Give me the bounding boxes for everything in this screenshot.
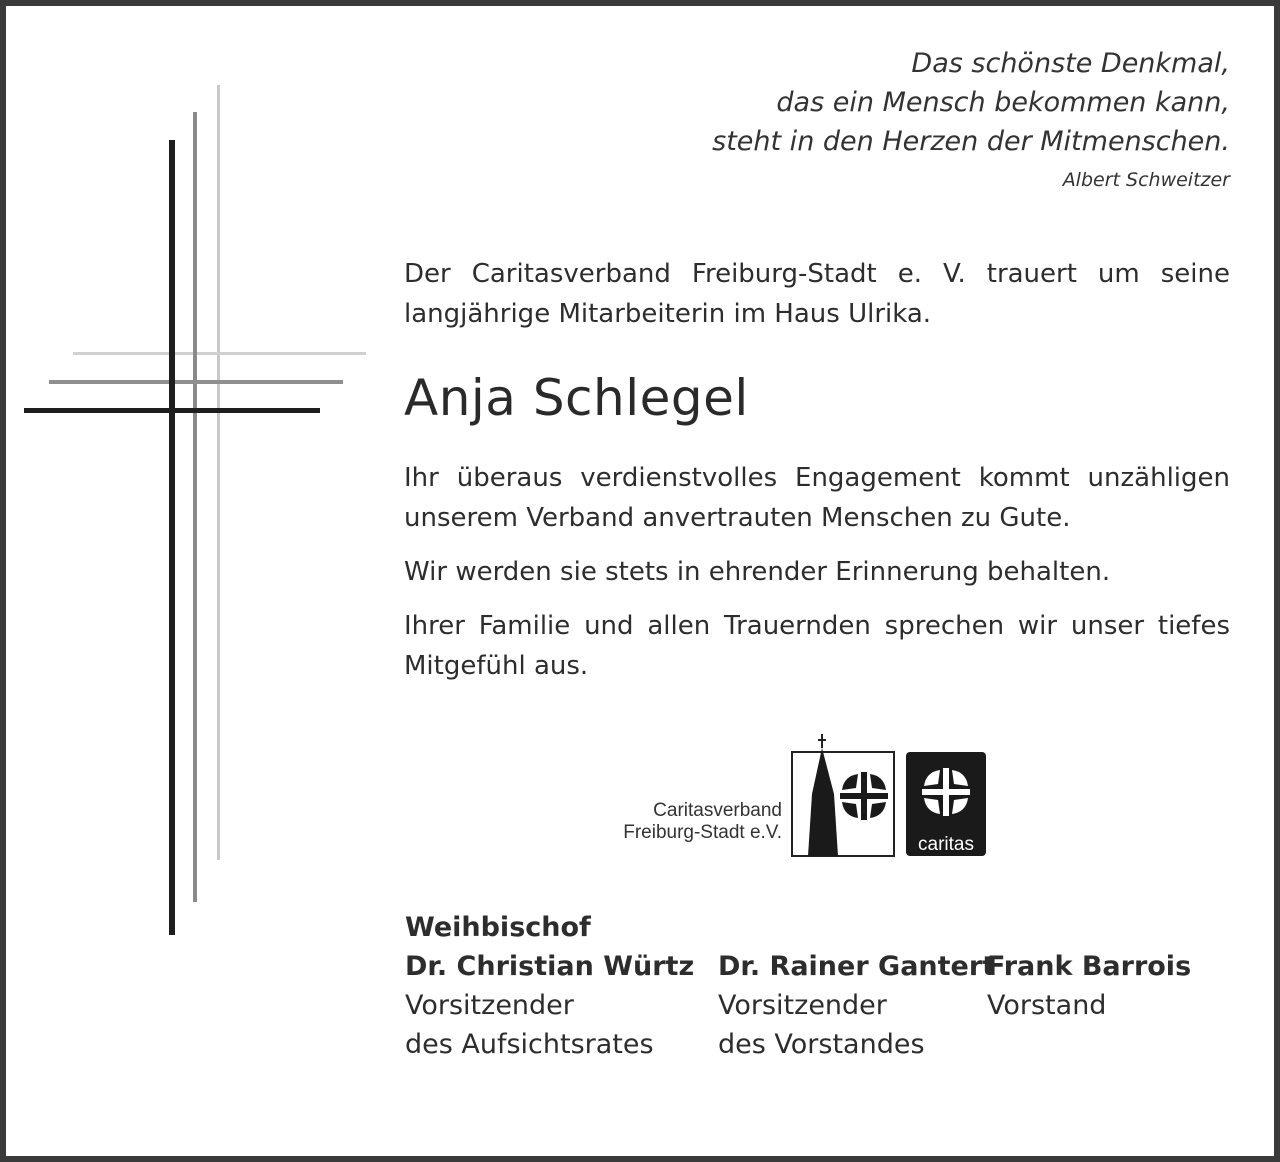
- paragraph: Ihrer Familie und allen Trauernden sprechen wir unser tiefes Mitgefühl aus.: [404, 611, 1230, 681]
- signatory-role: des Aufsichtsrates: [405, 1029, 654, 1060]
- logo-org-line: Caritasverband: [653, 800, 782, 821]
- signatory-name: Dr. Rainer Gantert: [718, 951, 996, 982]
- quote-line: Das schönste Denkmal,: [911, 48, 1230, 79]
- caritas-logo: [612, 734, 992, 862]
- logo-org-line: Freiburg-Stadt e.V.: [623, 822, 782, 843]
- signatory: [718, 947, 995, 1064]
- signatory-title: Weihbischof: [405, 912, 591, 943]
- paragraph: Wir werden sie stets in ehrender Erinnerung behalten.: [404, 557, 1111, 587]
- caritas-badge-text: caritas: [918, 834, 974, 855]
- signatory: [405, 908, 694, 1064]
- signatory: [987, 947, 1191, 1025]
- intro-text: Der Caritasverband Freiburg-Stadt e. V. trauert um seine langjährige Mitarbeiterin im Haus Ulrika.: [404, 259, 1230, 329]
- deceased-name: Anja Schlegel: [404, 369, 749, 427]
- signatory-role: Vorsitzender: [718, 990, 887, 1021]
- quote-line: steht in den Herzen der Mitmenschen.: [712, 126, 1230, 157]
- caritas-emblem-icon: [788, 734, 988, 862]
- signatory-role: Vorstand: [987, 990, 1107, 1021]
- quote: [590, 44, 1230, 193]
- signatory-role: Vorsitzender: [405, 990, 574, 1021]
- signatory-role: des Vorstandes: [718, 1029, 925, 1060]
- logo-org-text: [623, 800, 782, 844]
- signatory-name: Frank Barrois: [987, 951, 1192, 982]
- obituary-body: [404, 254, 1230, 686]
- paragraph: Ihr überaus verdienstvolles Engagement kommt unzähligen unserem Verband anvertrauten Menschen zu Gute.: [404, 463, 1230, 533]
- quote-line: das ein Mensch bekommen kann,: [776, 87, 1230, 118]
- cross-icon: [0, 0, 380, 960]
- quote-author: Albert Schweitzer: [1062, 169, 1230, 191]
- signatory-name: Dr. Christian Würtz: [405, 951, 695, 982]
